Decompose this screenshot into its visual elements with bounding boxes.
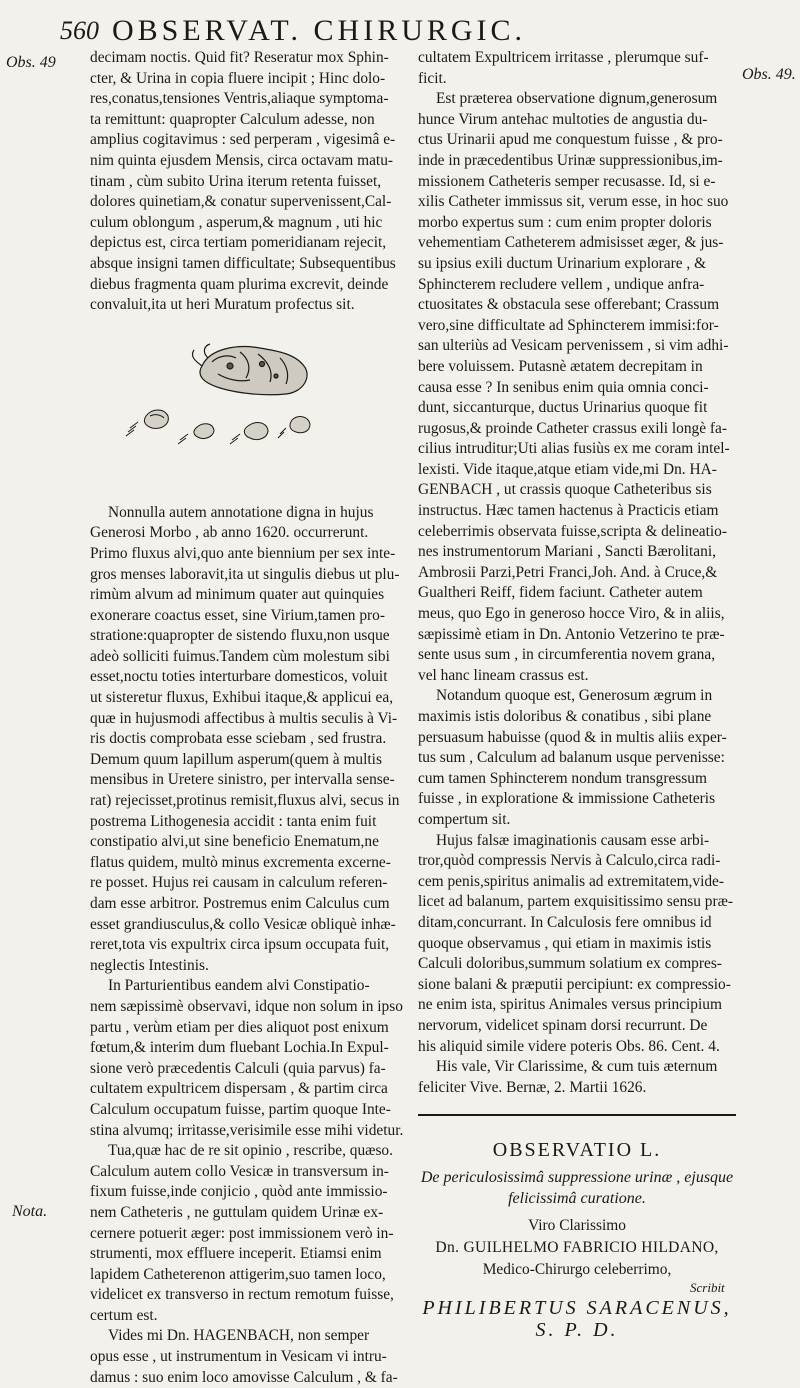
text-line: stratione:quapropter de sistendo fluxu,non usque (90, 627, 390, 645)
text-line: rugosus,& proinde Catheter crassus exili longè fa- (418, 419, 728, 437)
text-line: damus : suo enim loco amovisse Calculum , & fa- (90, 1368, 398, 1386)
text-line: diebus fragmenta quam plurima excrevit, deinde (90, 275, 389, 293)
text-line: vero,sine difficultate ad Sphincterem immisi:for- (418, 316, 719, 334)
large-calculus-icon (192, 344, 307, 395)
text-line: Calculi doloribus,summum solatium ex compres- (418, 955, 722, 973)
text-line: mensibus in Uretere sinistro, per intervalla sense- (90, 771, 395, 789)
text-line: quæ in hujusmodi affectibus à multis seculis à Vi- (90, 709, 398, 727)
text-line: exonerare coactus esset, sine Virium,tamen pro- (90, 606, 385, 624)
text-line: cum tamen Sphincterem nondum transgressum (418, 769, 707, 787)
text-line: Hujus falsæ imaginationis causam esse arbi- (436, 831, 710, 849)
text-line: ut sisteretur fluxus, Exhibui itaque,& applicui ea, (90, 689, 394, 707)
text-line: constipatio alvi,ut sine beneficio Enematum,ne (90, 833, 379, 851)
observation-title: OBSERVATIO L. (492, 1139, 662, 1162)
left-paragraph-4 (90, 1141, 408, 1326)
text-line: persuasum habuisse (quod & in multis aliis exper- (418, 728, 727, 746)
text-line: decimam noctis. Quid fit? Reseratur mox Sphin- (90, 49, 389, 66)
text-line: ditam,concurrant. In Calculosis fere omnibus id (418, 913, 712, 931)
text-line: meus, quo Ego in generoso hocce Viro, & in aliis, (418, 605, 725, 623)
subtitle-line: felicissimâ curatione. (508, 1189, 646, 1207)
right-paragraph-5 (418, 1057, 736, 1098)
text-line: dunt, siccanturque, ductus Urinarius quoque fit (418, 399, 708, 417)
text-line: quoque observamus , qui etiam in maximis istis (418, 934, 712, 952)
text-line: dolores quinetiam,& conatur supervenissent,Cal- (90, 193, 392, 211)
section-divider (418, 1114, 736, 1116)
text-line: opus esse , ut instrumentum in Vesicam vi intru- (90, 1348, 387, 1366)
text-line: feliciter Vive. Bernæ, 2. Martii 1626. (418, 1078, 647, 1096)
text-line: dam esse arbitror. Postremus enim Calculus cum (90, 895, 390, 912)
left-column (90, 48, 408, 1388)
text-line: depictus est, circa tertiam pomeridianam rejecit, (90, 234, 387, 252)
text-line: maximis istis doloribus & conatibus , sibi plane (418, 708, 712, 725)
catchword: Scribit (690, 1280, 725, 1295)
text-line: nim quinta ejusdem Mensis, circa octavam matu- (90, 151, 394, 169)
text-line: causa esse ? In senibus enim quia omnia conci- (418, 378, 709, 396)
dedication-line: Medico-Chirurgo celeberrimo, (482, 1260, 672, 1278)
text-line: ctus Urinarii apud me conquestum fuisse , & pro- (418, 131, 723, 149)
text-line: nem Catheteris , ne guttulam quidem Urinæ ex- (90, 1203, 384, 1221)
greeting: S. P. D. (535, 1318, 619, 1341)
text-line: gros menses laboravit,ita ut singulis diebus ut plu- (90, 565, 400, 583)
text-line: vehementiam Catheterem admisisset æger, & jus- (418, 234, 724, 252)
margin-note-obs-left: Obs. 49 (6, 54, 56, 71)
left-paragraph-3 (90, 976, 408, 1141)
text-line: Notandum quoque est, Generosum ægrum in (436, 687, 713, 705)
text-line: absque insigni tamen difficultate; Subsequentibus (90, 254, 396, 272)
text-line: tinam , cùm subito Urina iterum retenta fuisset, (90, 172, 382, 190)
left-paragraph-1 (90, 48, 408, 316)
text-line: Nonnulla autem annotatione digna in hujus (108, 503, 374, 521)
text-line: lexisti. Vide itaque,atque etiam vide,mi Dn. HA- (418, 460, 717, 478)
text-line: sione verò præcedentis Calculi (quia parvus) fa- (90, 1059, 386, 1077)
text-line: nes instrumentorum Mariani , Sancti Bærolitani, (418, 543, 716, 561)
text-line: tus sum , Calculum ad balanum usque pervenisse: (418, 749, 725, 767)
calculus-fragment-icon (278, 416, 310, 437)
text-line: ris doctis comprobata esse sciebam , sed frustra. (90, 730, 387, 748)
text-line: inde in præcedentibus Urinæ suppressionibus,im- (418, 151, 723, 169)
text-line: nem sæpissimè observavi, idque non solum in ipso (90, 997, 403, 1015)
text-line: cilius intruditur;Uti alias fusiùs ex me coram intel- (418, 440, 730, 458)
right-paragraph-2 (418, 89, 736, 686)
right-paragraph-3 (418, 686, 736, 830)
text-line: reret,tota vis expultrix circa ipsum occupata fuit, (90, 936, 390, 954)
text-line: fœtum,& interim dum fluebant Lochia.In Expul- (90, 1039, 389, 1057)
text-line: Calculum autem collo Vesicæ in transversum in- (90, 1162, 389, 1180)
text-line: ficit. (418, 69, 447, 87)
text-line: Gualtheri Reiff, fidem faciunt. Catheter autem (418, 584, 703, 602)
kidney-stone-drawing (90, 336, 408, 460)
text-line: stina alvumq; irritasse,verisimile esse mihi videtur. (90, 1121, 404, 1139)
margin-note-obs-right: Obs. 49. (742, 66, 796, 83)
salutation (418, 1297, 736, 1341)
running-title: OBSERVAT. CHIRURGIC. (112, 14, 527, 47)
text-line: GENBACH , ut crassis quoque Catheteribus sis (418, 481, 712, 499)
text-line: convaluit,ita ut heri Muratum profectus sit. (90, 296, 355, 314)
text-line: partu , verùm etiam per dies aliquot post enixum (90, 1018, 389, 1036)
text-line: Tua,quæ hac de re sit opinio , rescribe, quæso. (108, 1142, 393, 1160)
calculus-fragment-icon (126, 410, 168, 436)
dedication (418, 1215, 736, 1281)
subtitle-line: De periculosissimâ suppressione urinæ , ejusque (420, 1168, 734, 1186)
text-line: rat) rejecisset,protinus remisit,fluxus alvi, secus in (90, 792, 400, 810)
text-line: cultatem Expultricem irritasse , plerumque suf- (418, 49, 709, 66)
text-line: cter, & Urina in copia fluere incipit ; Hinc dolo- (90, 69, 386, 87)
text-line: In Parturientibus eandem alvi Constipatio- (108, 977, 370, 995)
text-line: celeberrimis observata fuisse,scripta & delineatio- (418, 522, 727, 540)
text-line: Est præterea observatione dignum,generosum (436, 90, 718, 108)
text-line: fixum fuisse,inde conjicio , quòd ante immissio- (90, 1183, 388, 1201)
page-header (60, 14, 740, 48)
text-line: res,conatus,tensiones Ventris,aliaque symptoma- (90, 90, 389, 108)
text-line: re posset. Hujus rei causam in calculum referen- (90, 874, 388, 892)
text-line: strumenti, mox effluere inceperit. Etiamsi enim (90, 1245, 382, 1263)
text-line: esset grandiusculus,& collo Vesicæ obliquè inhæ- (90, 915, 396, 933)
text-line: nervorum, videlicet spinam dorsi recurrunt. De (418, 1016, 708, 1034)
text-line: lapidem Catheterenon attigerim,suo tamen loco, (90, 1265, 386, 1283)
text-line: Vides mi Dn. HAGENBACH, non semper (108, 1327, 370, 1345)
text-line: ne enim ista, spiritus Animales versus principium (418, 996, 722, 1014)
observation-subtitle (418, 1167, 736, 1209)
text-line: postrema Lithogenesia accidit : tanta enim fuit (90, 812, 377, 830)
calculus-illustration (90, 336, 408, 460)
right-paragraph-1 (418, 48, 736, 89)
text-line: Demum quum lapillum asperum(quem à multis (90, 750, 382, 768)
text-line: su ipsius exili ductum Urinarium explorare , & (418, 254, 707, 272)
margin-note-nota: Nota. (12, 1203, 48, 1220)
text-line: videlicet ex transverso in rectum remotum fuisse, (90, 1286, 394, 1304)
text-line: flatus quidem, multò minus excrementa excerne- (90, 853, 391, 871)
author-name: PHILIBERTUS SARACENUS, (422, 1296, 732, 1319)
text-line: His vale, Vir Clarissime, & cum tuis æternum (436, 1058, 718, 1076)
left-paragraph-2 (90, 503, 408, 977)
dedication-recipient: Dn. GUILHELMO FABRICIO HILDANO, (435, 1238, 719, 1256)
text-line: xilis Catheter immissus sit, verum esse, in hoc suo (418, 193, 729, 211)
text-line: compertum sit. (418, 810, 511, 828)
text-line: fuisse , in exploratione & immissione Catheteris (418, 790, 716, 808)
text-line: rimùm alvum ad minimum quater aut quinquies (90, 586, 385, 604)
text-line: Generosi Morbo , ab anno 1620. occurrerunt. (90, 524, 369, 542)
text-line: amplius cogitavimus : sed perperam , vigesimâ e- (90, 131, 396, 149)
dedication-line: Viro Clarissimo (528, 1216, 626, 1234)
text-line: cernere potuerit æger: post immissionem verò in- (90, 1224, 394, 1242)
left-paragraph-5 (90, 1326, 408, 1388)
text-line: hunce Virum antehac multoties de angustia du- (418, 110, 708, 128)
text-line: sæpissimè etiam in Dn. Antonio Vetzerino te præ- (418, 625, 725, 643)
text-line: sione balani & præputii percipiunt: ex compressio- (418, 975, 731, 993)
text-line: sente usus sum , in circumferentia novem grana, (418, 646, 716, 664)
page-number: 560 (60, 16, 99, 45)
text-line: certum est. (90, 1306, 158, 1324)
text-line: licet ad balanum, partem exquisitissimo sensu præ- (418, 893, 734, 911)
text-line: Sphincterem recludere vellem , undique anfra- (418, 275, 705, 293)
text-line: vel hanc lineam crassus est. (418, 666, 589, 684)
text-line: esset,noctu toties interturbare domesticos, voluit (90, 668, 388, 686)
text-line: tror,quòd compressis Nervis à Calculo,circa radi- (418, 852, 721, 870)
calculus-fragment-icon (230, 422, 268, 443)
text-line: missionem Catheteris semper recusasse. Id, si e- (418, 172, 716, 190)
text-line: bere voluissem. Putasnè ætatem decrepitam in (418, 357, 703, 375)
calculus-fragment-icon (178, 423, 214, 443)
text-line: cultatem expultricem dispersam , & partim circa (90, 1080, 388, 1098)
text-line: culum oblongum , asperum,& magnum , uti hic (90, 213, 383, 231)
text-line: his aliquid simile videre poteris Obs. 86. Cent. 4. (418, 1037, 720, 1055)
text-line: instructus. Hæc tamen hactenus à Practicis etiam (418, 502, 719, 520)
text-line: san ulteriùs ad Vesicam pervenissem , si vim adhi- (418, 337, 729, 355)
text-line: ta remittunt: quapropter Calculum adesse, non (90, 110, 375, 128)
text-line: Calculum occupatum fuisse, partim quoque Inte- (90, 1100, 391, 1118)
text-line: Ambrosii Parzi,Petri Franci,Joh. And. à Cruce,& (418, 563, 718, 581)
text-line: cem penis,spiritus animalis ad extremitatem,vide- (418, 872, 725, 890)
text-line: morbo expertus sum : cum enim propter doloris (418, 213, 712, 231)
text-line: neglectis Intestinis. (90, 956, 209, 974)
text-line: adeò solliciti fuimus.Tandem cùm molestum sibi (90, 647, 390, 665)
text-line: Primo fluxus alvi,quo ante biennium per sex inte- (90, 544, 396, 562)
right-paragraph-4 (418, 831, 736, 1058)
right-column (418, 48, 736, 1341)
text-line: ctuositates & obstacula sese offerebant; Crassum (418, 296, 720, 314)
